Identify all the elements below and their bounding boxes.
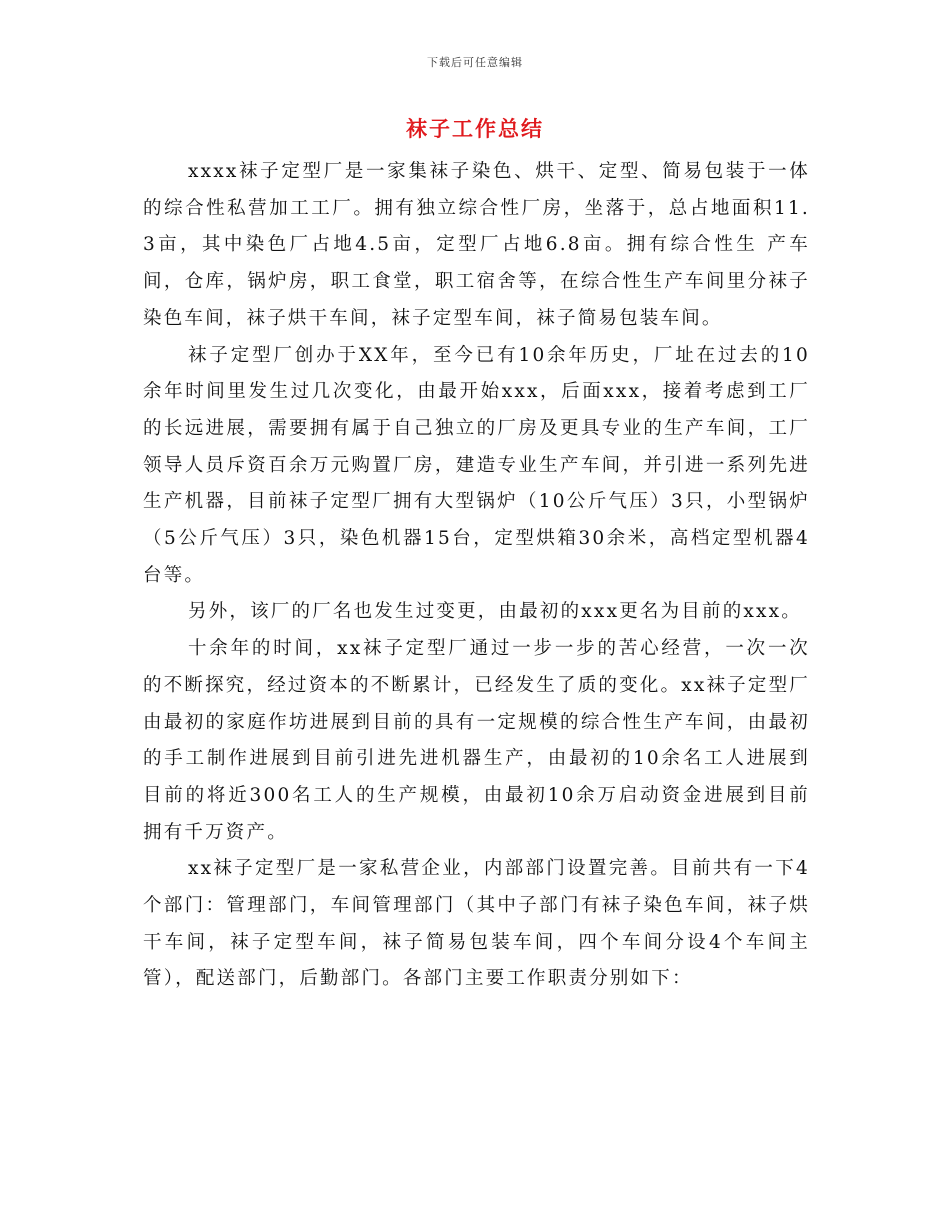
paragraph-4: 十余年的时间，xx袜子定型厂通过一步一步的苦心经营，一次一次的不断探究，经过资本的不断累计，已经发生了质的变化。xx袜子定型厂由最初的家庭作坊进展到目前的具有一定规模的综合性生产车间，由最初的手工制作进展到目前引进先进机器生产，由最初的10余名工人进展到目前的将近300名工人的生产规模，由最初10余万启动资金进展到目前拥有千万资产。: [143, 638, 810, 843]
paragraph-3: 另外，该厂的厂名也发生过变更，由最初的xxx更名为目前的xxx。: [188, 601, 803, 623]
paragraph-1: xxxx袜子定型厂是一家集袜子染色、烘干、定型、简易包装于一体的综合性私营加工工厂。拥有独立综合性厂房，坐落于，总占地面积11.3亩，其中染色厂占地4.5亩，定型厂占地6.8亩。拥有综合性生 产车间，仓库，锅炉房，职工食堂，职工宿舍等，在综合性生产车间里分袜子染色车间，袜子烘干车间，袜子定型车间，袜子简易包装车间。: [143, 161, 810, 329]
document-body: [143, 154, 810, 998]
paragraph-2: 袜子定型厂创办于XX年，至今已有10余年历史，厂址在过去的10余年时间里发生过几次变化，由最开始xxx，后面xxx，接着考虑到工厂的长远进展，需要拥有属于自己独立的厂房及更具专业的生产车间，工厂领导人员斥资百余万元购置厂房，建造专业生产车间，并引进一系列先进生产机器，目前袜子定型厂拥有大型锅炉（10公斤气压）3只，小型锅炉（5公斤气压）3只，染色机器15台，定型烘箱30余米，高档定型机器4台等。: [143, 344, 810, 586]
document-title: 袜子工作总结: [406, 116, 544, 141]
header-note: 下载后可任意编辑: [427, 56, 523, 69]
paragraph-5: xx袜子定型厂是一家私营企业，内部部门设置完善。目前共有一下4个部门：管理部门，车间管理部门（其中子部门有袜子染色车间，袜子烘干车间，袜子定型车间，袜子简易包装车间，四个车间分设4个车间主管），配送部门，后勤部门。各部门主要工作职责分别如下：: [143, 858, 810, 990]
